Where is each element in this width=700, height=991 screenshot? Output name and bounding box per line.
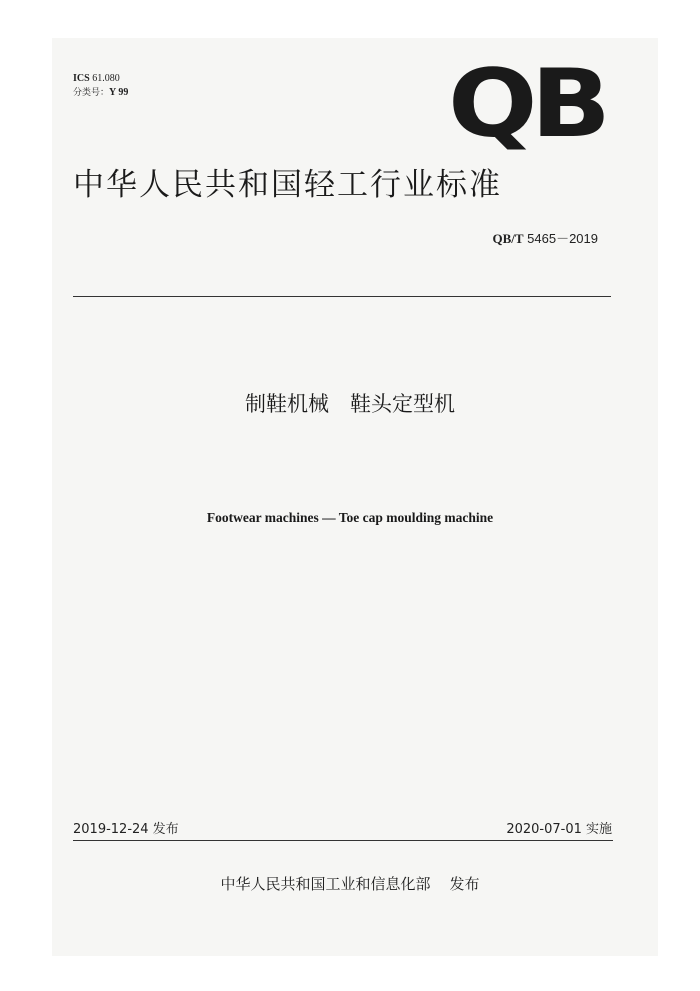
- classification-value: Y 99: [109, 87, 129, 98]
- standard-code-prefix: QB/T: [492, 231, 524, 246]
- standard-code: [492, 228, 598, 247]
- top-divider: [73, 296, 611, 297]
- classification-line: [73, 86, 128, 100]
- implementation-date: 2020-07-01 实施: [506, 822, 612, 837]
- classification-label: 分类号：: [73, 88, 110, 98]
- standard-category-title: 中华人民共和国轻工行业标准: [73, 167, 502, 203]
- bottom-divider: [73, 840, 613, 841]
- ics-label: ICS: [73, 73, 90, 84]
- standard-code-number: 5465－2019: [527, 231, 598, 246]
- ics-value: 61.080: [92, 73, 120, 84]
- chinese-title: 制鞋机械 鞋头定型机: [245, 392, 455, 416]
- publish-action: 发布: [449, 875, 480, 893]
- publisher-name: 中华人民共和国工业和信息化部: [220, 875, 431, 893]
- ics-line: [73, 72, 128, 86]
- qb-logo: QB: [448, 50, 605, 159]
- english-title: Footwear machines — Toe cap moulding machine: [206, 510, 494, 525]
- publisher-line: [0, 873, 700, 894]
- ics-block: [73, 72, 128, 100]
- issue-date: 2019-12-24 发布: [73, 822, 179, 837]
